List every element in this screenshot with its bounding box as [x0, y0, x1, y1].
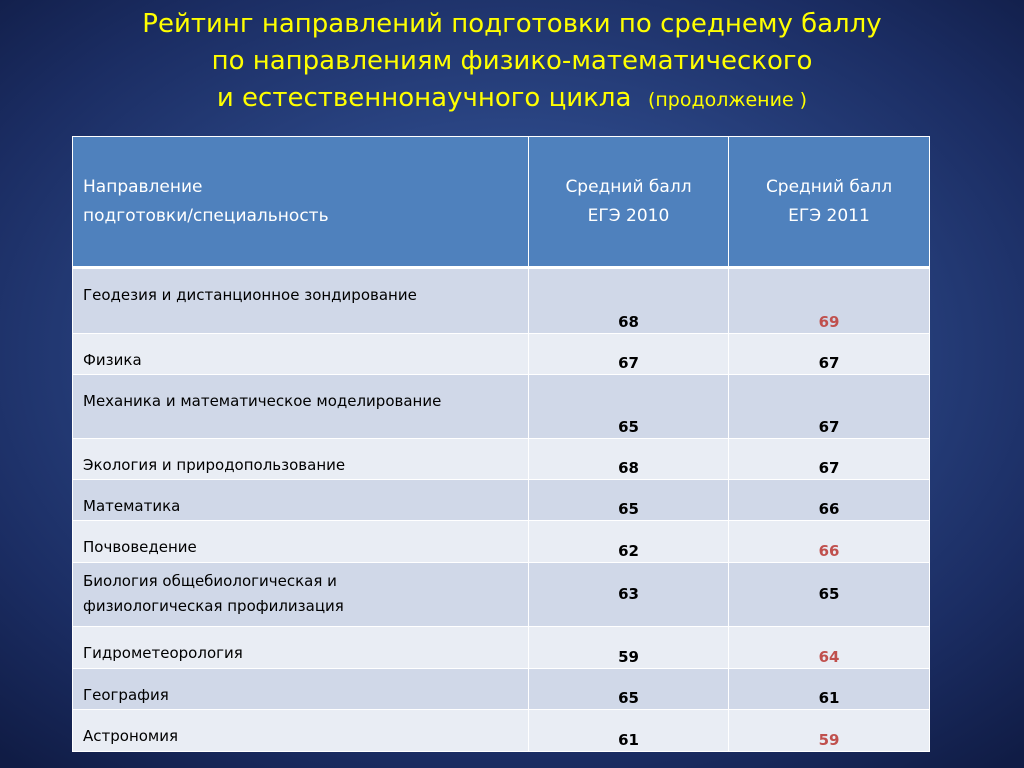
title-suffix: (продолжение ) — [647, 89, 808, 111]
direction-name: Геодезия и дистанционное зондирование — [73, 268, 529, 334]
table-row — [73, 627, 930, 669]
title-line-1: Рейтинг направлений подготовки по среднему баллу — [142, 9, 882, 39]
score-2010: 61 — [529, 710, 729, 752]
direction-name: Математика — [73, 480, 529, 521]
direction-name: География — [73, 669, 529, 710]
direction-name: Гидрометеорология — [73, 627, 529, 669]
score-2011: 61 — [729, 669, 930, 710]
title-line-3-text: и естественнонаучного цикла — [216, 83, 632, 113]
score-2010: 68 — [529, 268, 729, 334]
score-2010: 65 — [529, 375, 729, 439]
score-2011: 69 — [729, 268, 930, 334]
score-2011: 66 — [729, 521, 930, 563]
table-row — [73, 710, 930, 752]
score-2011: 67 — [729, 375, 930, 439]
header-score-2010 — [529, 137, 729, 268]
score-2011: 67 — [729, 334, 930, 375]
score-2010: 62 — [529, 521, 729, 563]
score-2011: 67 — [729, 439, 930, 480]
header-score-2011-line-1: Средний балл — [765, 176, 893, 197]
header-direction-line-1: Направление — [83, 176, 203, 197]
score-2010: 65 — [529, 480, 729, 521]
direction-name-line-1: Биология общебиологическая и — [83, 572, 337, 590]
header-direction — [73, 137, 529, 268]
score-2011: 64 — [729, 627, 930, 669]
direction-name: Экология и природопользование — [73, 439, 529, 480]
direction-name: Физика — [73, 334, 529, 375]
table-header-row — [73, 137, 930, 268]
header-direction-line-2: подготовки/специальность — [83, 205, 329, 226]
table-row — [73, 375, 930, 439]
score-2010: 68 — [529, 439, 729, 480]
direction-name: Механика и математическое моделирование — [73, 375, 529, 439]
table-row — [73, 480, 930, 521]
direction-name: Почвоведение — [73, 521, 529, 563]
score-2011: 65 — [729, 563, 930, 627]
title-line-2: по направлениям физико-математического — [211, 46, 813, 76]
table-row — [73, 521, 930, 563]
header-score-2011-line-2: ЕГЭ 2011 — [788, 205, 870, 226]
score-2011: 66 — [729, 480, 930, 521]
table-row — [73, 268, 930, 334]
header-score-2011 — [729, 137, 930, 268]
table-row — [73, 669, 930, 710]
header-score-2010-line-2: ЕГЭ 2010 — [587, 205, 670, 226]
direction-name-line-2: физиологическая профилизация — [83, 597, 344, 615]
score-2010: 59 — [529, 627, 729, 669]
rating-table — [72, 136, 930, 752]
score-2010: 63 — [529, 563, 729, 627]
slide-title — [60, 6, 964, 119]
table-row — [73, 334, 930, 375]
score-2010: 67 — [529, 334, 729, 375]
title-line-3 — [60, 80, 964, 119]
score-2011: 59 — [729, 710, 930, 752]
header-score-2010-line-1: Средний балл — [565, 176, 692, 197]
table-row — [73, 439, 930, 480]
score-2010: 65 — [529, 669, 729, 710]
direction-name — [73, 563, 529, 627]
table-row — [73, 563, 930, 627]
direction-name: Астрономия — [73, 710, 529, 752]
